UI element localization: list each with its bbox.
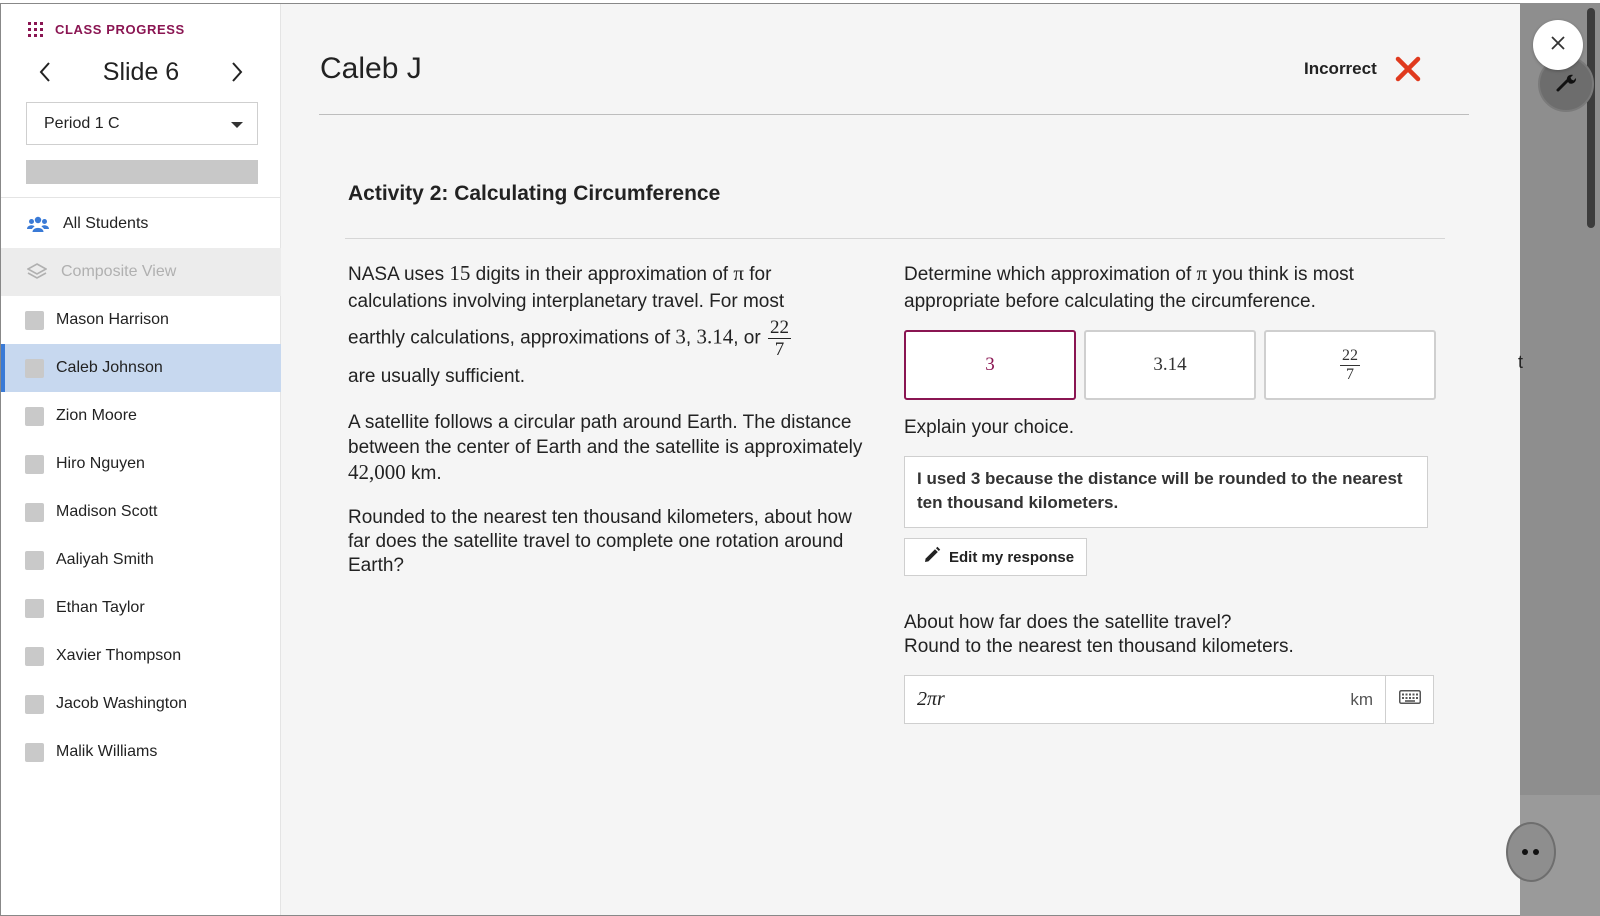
student-name: Malik Williams <box>56 743 158 760</box>
problem-text <box>348 260 868 598</box>
more-dot <box>1522 849 1528 855</box>
period-select-value: Period 1 C <box>44 114 120 132</box>
student-row[interactable] <box>1 728 281 776</box>
slide-title: Slide 6 <box>102 57 180 86</box>
incorrect-x-icon <box>1395 56 1421 82</box>
edit-response-button[interactable] <box>904 538 1087 576</box>
student-name: Hiro Nguyen <box>56 455 145 472</box>
slide-navigation <box>31 52 251 92</box>
keyboard-icon <box>1399 690 1421 709</box>
wrench-icon <box>1554 70 1578 99</box>
paragraph: A satellite follows a circular path around Earth. The distance between the center of Earth and the satellite is approximately 42,000 km. <box>348 412 863 484</box>
student-row[interactable] <box>1 488 281 536</box>
response-area <box>904 260 1444 724</box>
student-name: Ethan Taylor <box>56 599 145 616</box>
student-checkbox[interactable] <box>25 455 44 474</box>
answer-value: 2πr <box>917 688 945 710</box>
chevron-right-icon <box>230 61 244 83</box>
student-checkbox[interactable] <box>25 599 44 618</box>
close-icon <box>1550 35 1566 56</box>
student-name: Zion Moore <box>56 407 137 424</box>
answer-row <box>904 675 1434 724</box>
answer-unit: km <box>1350 689 1373 709</box>
more-options-button[interactable] <box>1506 822 1556 882</box>
student-work-panel <box>282 4 1520 915</box>
activity-title: Activity 2: Calculating Circumference <box>348 182 721 205</box>
choice-3[interactable]: 3 <box>904 330 1076 400</box>
scrollbar-thumb[interactable] <box>1587 8 1595 228</box>
background-text-fragment: t <box>1518 352 1524 372</box>
explanation-response: I used 3 because the distance will be rounded to the nearest ten thousand kilometers. <box>904 456 1428 528</box>
previous-slide-button[interactable] <box>31 54 59 90</box>
status-label: Incorrect <box>1304 59 1377 78</box>
caret-down-icon <box>231 122 243 128</box>
student-name: Mason Harrison <box>56 311 169 328</box>
status-indicator <box>1304 56 1421 82</box>
divider <box>319 114 1469 115</box>
student-name: Aaliyah Smith <box>56 551 154 568</box>
student-row[interactable] <box>1 392 281 440</box>
student-row[interactable] <box>1 536 281 584</box>
more-dot <box>1533 849 1539 855</box>
student-row[interactable] <box>1 440 281 488</box>
student-heading: Caleb J <box>320 52 422 85</box>
chevron-left-icon <box>38 61 52 83</box>
period-select[interactable] <box>26 102 258 145</box>
divider <box>1 197 281 198</box>
layers-icon <box>27 263 47 281</box>
composite-view-item[interactable] <box>1 248 281 296</box>
student-name: Jacob Washington <box>56 695 188 712</box>
student-name: Madison Scott <box>56 503 158 520</box>
student-checkbox[interactable] <box>25 695 44 714</box>
fraction-22-7: $\frac{22}{7}$ <box>769 317 789 360</box>
paragraph: NASA uses 15 digits in their approximation of π for calculations involving interplanetary travel. For most earthly calculations, approximations of 3, 3.14, or $\frac{22}{7}$ are usually sufficient. <box>348 261 789 387</box>
student-name: Xavier Thompson <box>56 647 182 664</box>
student-row[interactable] <box>1 584 281 632</box>
divider <box>345 238 1445 239</box>
student-name: Caleb Johnson <box>56 359 163 376</box>
distance-answer-input[interactable] <box>904 675 1385 724</box>
student-checkbox[interactable] <box>25 311 44 330</box>
pencil-icon <box>923 546 941 568</box>
next-slide-button[interactable] <box>223 54 251 90</box>
student-checkbox[interactable] <box>25 551 44 570</box>
close-button[interactable] <box>1533 20 1583 70</box>
math-keyboard-button[interactable] <box>1385 675 1434 724</box>
approximation-choices <box>904 330 1444 400</box>
student-checkbox[interactable] <box>25 647 44 666</box>
all-students-label: All Students <box>63 215 149 232</box>
fraction-22-7: $\frac{22}{7}$ <box>1342 346 1358 383</box>
progress-placeholder-bar <box>26 160 258 184</box>
paragraph: Rounded to the nearest ten thousand kilometers, about how far does the satellite travel to complete one rotation around Earth? <box>348 507 852 576</box>
choice-prompt: Determine which approximation of π you think is most appropriate before calculating the circumference. <box>904 261 1354 312</box>
student-list <box>1 200 281 776</box>
class-progress-label: CLASS PROGRESS <box>55 22 185 37</box>
class-progress-header[interactable] <box>28 22 185 37</box>
student-row[interactable] <box>1 296 281 344</box>
student-checkbox[interactable] <box>25 503 44 522</box>
people-icon <box>27 216 49 233</box>
student-row-selected[interactable] <box>1 344 281 392</box>
explain-label: Explain your choice. <box>904 417 1075 438</box>
composite-view-label: Composite View <box>61 263 177 280</box>
student-checkbox[interactable] <box>25 359 44 378</box>
distance-question: About how far does the satellite travel? Round to the nearest ten thousand kilometers. <box>904 612 1294 657</box>
all-students-item[interactable] <box>1 200 281 248</box>
student-checkbox[interactable] <box>25 743 44 762</box>
edit-response-label: Edit my response <box>949 548 1075 566</box>
choice-3-14[interactable]: 3.14 <box>1084 330 1256 400</box>
student-row[interactable] <box>1 680 281 728</box>
choice-22-7[interactable] <box>1264 330 1436 400</box>
class-progress-sidebar <box>1 4 281 915</box>
grid-icon <box>28 22 43 37</box>
student-checkbox[interactable] <box>25 407 44 426</box>
student-row[interactable] <box>1 632 281 680</box>
